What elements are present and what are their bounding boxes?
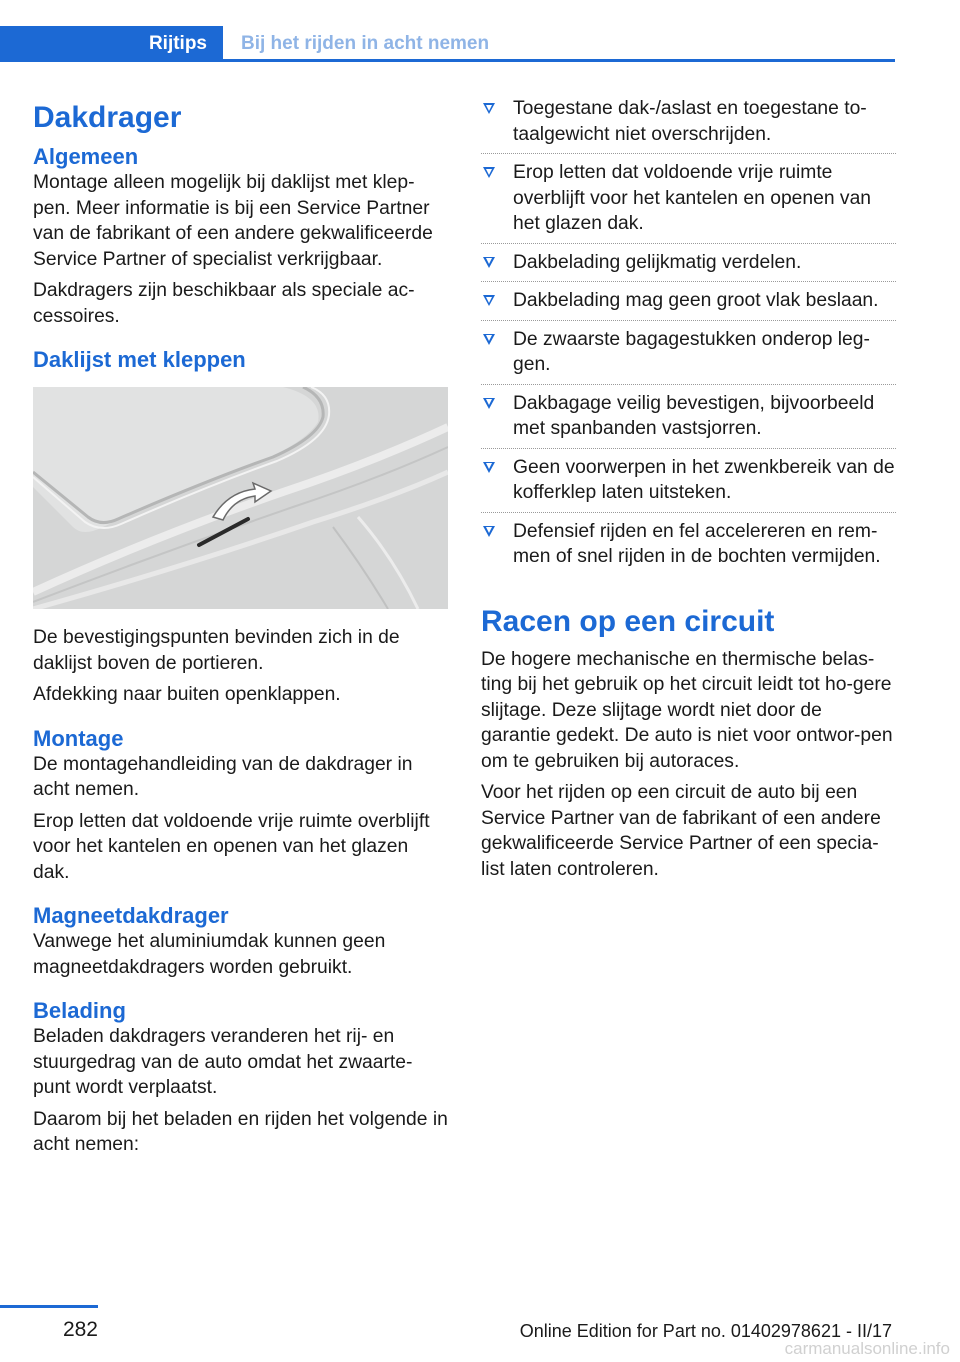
list-item: Geen voorwerpen in het zwenkbereik van de kofferklep laten uitsteken. [481, 455, 896, 513]
triangle-bullet-icon [483, 257, 495, 268]
left-column [33, 96, 448, 1164]
heading-belading: Belading [33, 998, 126, 1023]
belading-paragraph-1: Beladen dakdragers veranderen het rij- en stuurgedrag van de auto omdat het zwaarte-punt wordt verplaatst. [33, 1026, 413, 1098]
list-item: Erop letten dat voldoende vrije ruimte overblijft voor het kantelen en openen van het glazen dak. [481, 160, 896, 244]
daklijst-paragraph-2: Afdekking naar buiten openklappen. [33, 684, 341, 705]
triangle-bullet-icon [483, 167, 495, 178]
racen-paragraph-1: De hogere mechanische en thermische belas-ting bij het gebruik op het circuit leidt tot ho-gere slijtage. Deze slijtage wordt niet door de garantie gedekt. De auto is niet voor ontwor-pen om te gebruiken bij autoraces. [481, 648, 893, 772]
roof-rail-illustration [33, 387, 448, 609]
montage-paragraph-2: Erop letten dat voldoende vrije ruimte overblijft voor het kantelen en openen van het glazen dak. [33, 810, 430, 883]
list-item: Dakbelading gelijkmatig verdelen. [481, 250, 896, 283]
list-item: Dakbagage veilig bevestigen, bijvoorbeeld met spanbanden vastsjorren. [481, 391, 896, 449]
list-item: Defensief rijden en fel accelereren en rem-men of snel rijden in de bochten vermijden. [481, 519, 896, 577]
triangle-bullet-icon [483, 526, 495, 537]
heading-daklijst: Daklijst met kleppen [33, 347, 246, 372]
header-underline [0, 59, 895, 62]
heading-racen: Racen op een circuit [481, 604, 775, 638]
heading-magneetdakdrager: Magneetdakdrager [33, 903, 229, 928]
belading-paragraph-2: Daarom bij het beladen en rijden het volgende in acht nemen: [33, 1108, 448, 1155]
algemeen-paragraph-2: Dakdragers zijn beschikbaar als speciale ac-cessoires. [33, 280, 415, 327]
list-item: Dakbelading mag geen groot vlak beslaan. [481, 288, 896, 321]
edition-note: Online Edition for Part no. 01402978621 - II/17 [519, 1321, 892, 1341]
triangle-bullet-icon [483, 398, 495, 409]
montage-paragraph-1: De montagehandleiding van de dakdrager in acht nemen. [33, 753, 413, 800]
footer-rule [0, 1305, 98, 1308]
list-item: Toegestane dak-/aslast en toegestane to-taalgewicht niet overschrijden. [481, 96, 896, 154]
header-bar [0, 26, 895, 62]
triangle-bullet-icon [483, 462, 495, 473]
triangle-bullet-icon [483, 103, 495, 114]
daklijst-paragraph-1: De bevestigingspunten bevinden zich in de daklijst boven de portieren. [33, 627, 400, 674]
racen-paragraph-2: Voor het rijden op een circuit de auto bij een Service Partner van de fabrikant of een andere gekwalificeerde Service Partner of een specia-list laten controleren. [481, 782, 881, 880]
tab-rijtips[interactable]: Rijtips [0, 26, 223, 62]
heading-montage: Montage [33, 725, 124, 751]
magneet-paragraph-1: Vanwege het aluminiumdak kunnen geen magneetdakdragers worden gebruikt. [33, 931, 386, 978]
page-title: Dakdrager [33, 101, 182, 134]
triangle-bullet-icon [483, 295, 495, 306]
belading-bullet-list [481, 96, 896, 577]
page-number: 282 [62, 1318, 98, 1341]
heading-algemeen: Algemeen [33, 144, 139, 169]
tab-bij-het-rijden[interactable]: Bij het rijden in acht nemen [241, 33, 490, 54]
triangle-bullet-icon [483, 334, 495, 345]
algemeen-paragraph-1: Montage alleen mogelijk bij daklijst met klep-pen. Meer informatie is bij een Service Partner van de fabrikant of een andere gekwalificeerde Service Partner of specialist verkrijgbaar. [33, 172, 433, 270]
roof-rail-image [33, 387, 448, 609]
list-item: De zwaarste bagagestukken onderop leg-gen. [481, 327, 896, 385]
right-column [481, 96, 896, 888]
watermark: carmanualsonline.info [784, 1339, 950, 1358]
